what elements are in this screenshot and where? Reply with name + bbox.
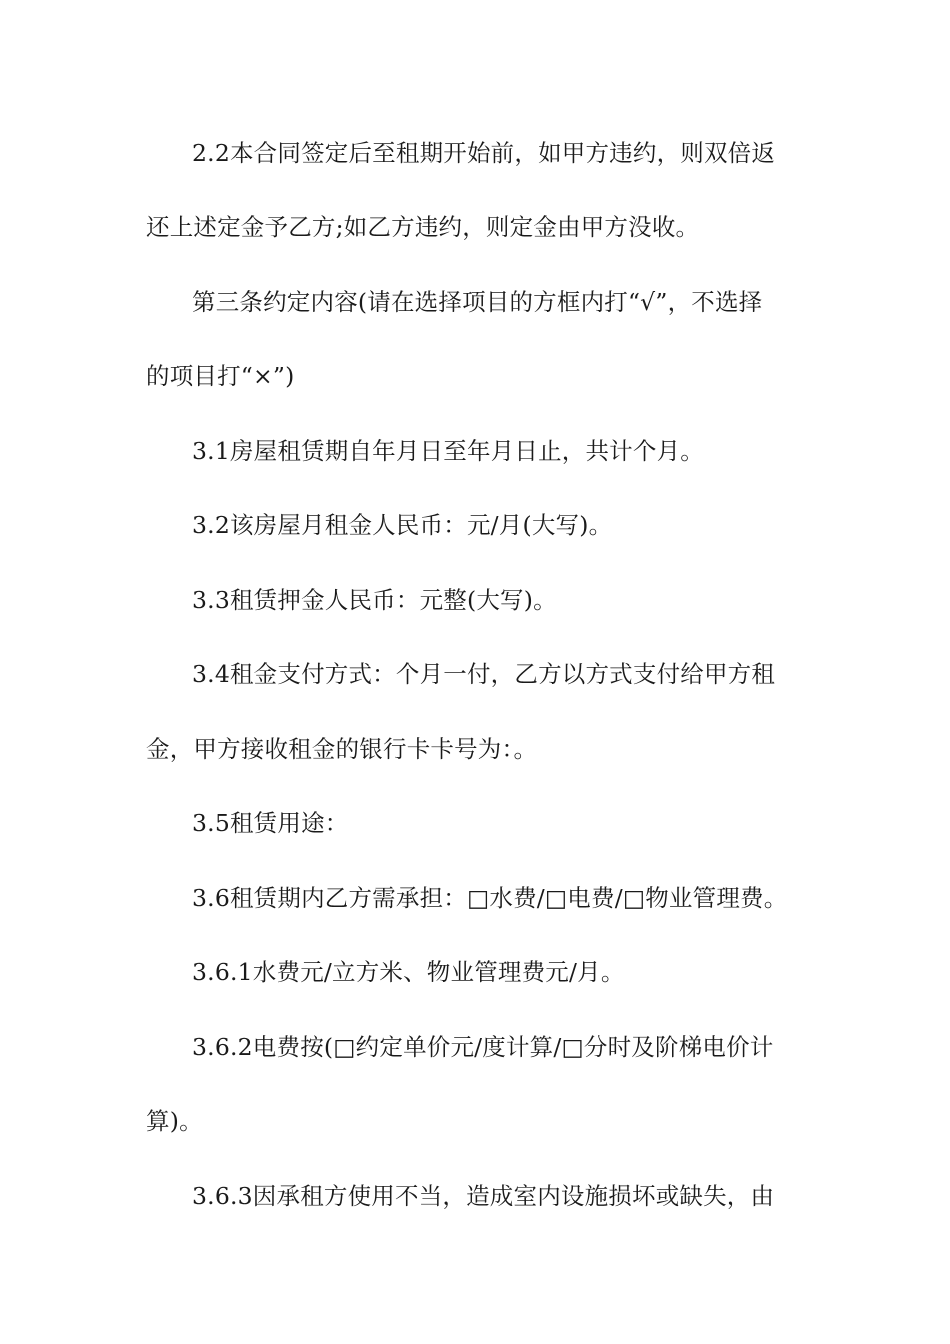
article-3-heading-line-1: 第三条约定内容(请在选择项目的方框内打“√”，不选择 bbox=[192, 288, 763, 316]
clause-3-6: 3.6租赁期内乙方需承担：□水费/□电费/□物业管理费。 bbox=[192, 884, 788, 912]
clause-3-6-1: 3.6.1水费元/立方米、物业管理费元/月。 bbox=[192, 958, 625, 986]
clause-3-3: 3.3租赁押金人民币：元整(大写)。 bbox=[192, 586, 557, 614]
clause-3-6-3-line-1: 3.6.3因承租方使用不当，造成室内设施损坏或缺失，由 bbox=[192, 1182, 775, 1210]
clause-3-5: 3.5租赁用途： bbox=[192, 809, 349, 837]
clause-2-2-line-1: 2.2本合同签定后至租期开始前，如甲方违约，则双倍返 bbox=[192, 139, 776, 167]
clause-3-6-2-line-1: 3.6.2电费按(□约定单价元/度计算/□分时及阶梯电价计 bbox=[192, 1033, 774, 1061]
clause-3-6-2-line-2: 算)。 bbox=[146, 1107, 203, 1135]
clause-2-2-line-2: 还上述定金予乙方;如乙方违约，则定金由甲方没收。 bbox=[146, 213, 700, 241]
article-3-heading-line-2: 的项目打“×”) bbox=[146, 362, 295, 390]
clause-3-1: 3.1房屋租赁期自年月日至年月日止，共计个月。 bbox=[192, 437, 704, 465]
clause-3-2: 3.2该房屋月租金人民币：元/月(大写)。 bbox=[192, 511, 613, 539]
clause-3-4-line-1: 3.4租金支付方式：个月一付，乙方以方式支付给甲方租 bbox=[192, 660, 776, 688]
clause-3-4-line-2: 金，甲方接收租金的银行卡卡号为：。 bbox=[146, 735, 538, 763]
